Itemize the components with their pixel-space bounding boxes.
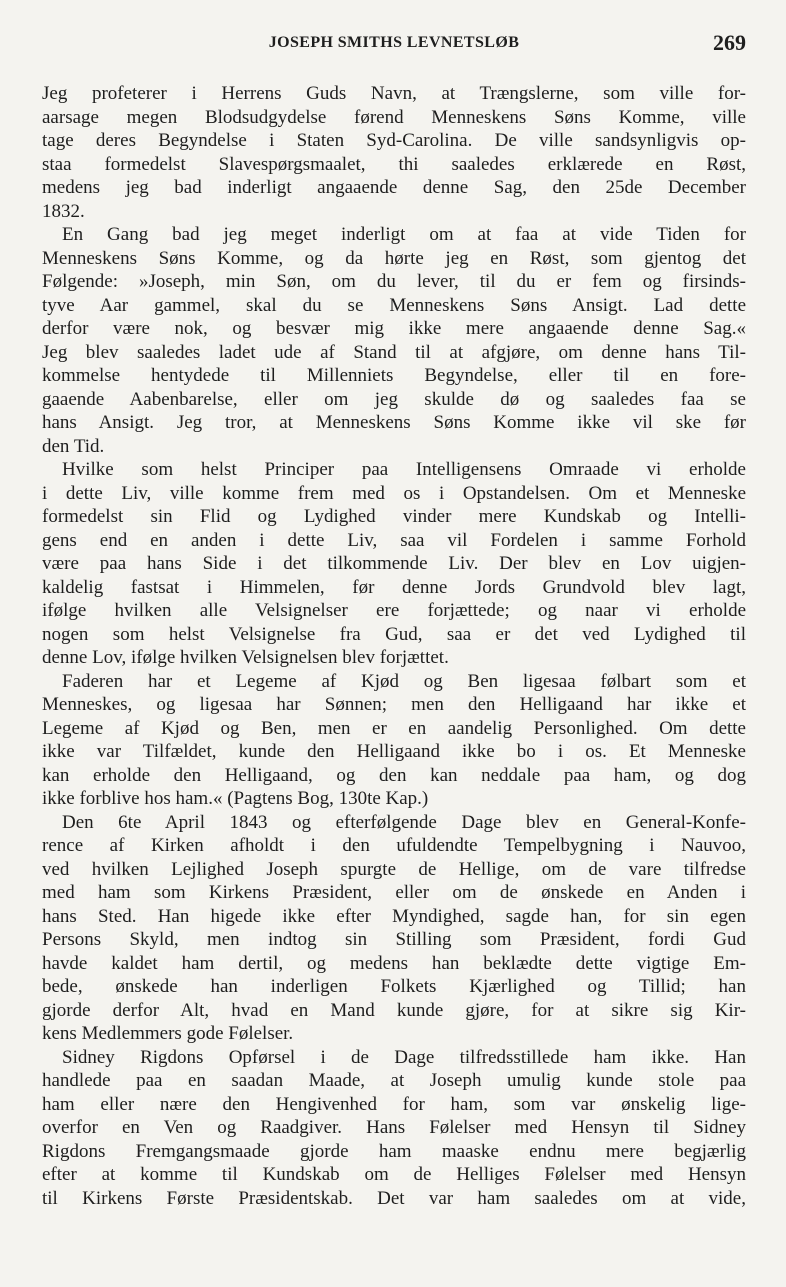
text-line: Faderen har et Legeme af Kjød og Ben ligesaa følbart som et bbox=[62, 670, 746, 692]
page-number: 269 bbox=[713, 30, 746, 55]
text-line: ikke forblive hos ham.« (Pagtens Bog, 130te Kap.) bbox=[42, 788, 429, 809]
text-line: Følgende: »Joseph, min Søn, om du lever, til du er fem og firsinds- bbox=[42, 271, 746, 292]
text-line: være paa hans Side i det tilkommende Liv. Der blev en Lov uigjen- bbox=[42, 553, 746, 574]
text-line: gens end en anden i dette Liv, saa vil Fordelen i samme Forhold bbox=[42, 529, 746, 551]
text-line: formedelst sin Flid og Lydighed vinder mere Kundskab og Intelli- bbox=[42, 506, 746, 527]
text-line: staa formedelst Slavespørgsmaalet, thi saaledes erklærede en Røst, bbox=[42, 153, 746, 175]
text-line: ifølge hvilken alle Velsignelser ere forjættede; og naar vi erholde bbox=[42, 600, 746, 621]
text-line: Jeg blev saaledes ladet ude af Stand til at afgjøre, om denne hans Til- bbox=[42, 341, 746, 363]
text-line: nogen som helst Velsignelse fra Gud, saa er det ved Lydighed til bbox=[42, 623, 746, 645]
text-line: kaldelig fastsat i Himmelen, før denne Jords Grundvold blev lagt, bbox=[42, 576, 746, 598]
text-line: En Gang bad jeg meget inderligt om at faa at vide Tiden for bbox=[62, 224, 746, 245]
text-line: Rigdons Fremgangsmaade gjorde ham maaske endnu mere begjærlig bbox=[42, 1140, 746, 1162]
text-line: ikke var Tilfældet, kunde den Helligaand ikke bo i os. Et Menneske bbox=[42, 741, 746, 762]
text-line: havde kaldet ham dertil, og medens han beklædte dette vigtige Em- bbox=[42, 952, 746, 974]
text-line: gjorde derfor Alt, hvad en Mand kunde gjøre, for at sikre sig Kir- bbox=[42, 999, 746, 1021]
text-line: overfor en Ven og Raadgiver. Hans Følelser med Hensyn til Sidney bbox=[42, 1117, 746, 1138]
text-line: i dette Liv, ville komme frem med os i Opstandelsen. Om et Menneske bbox=[42, 482, 746, 504]
text-line: ham eller nære den Hengivenhed for ham, som var ønskelig lige- bbox=[42, 1093, 746, 1115]
text-line: Sidney Rigdons Opførsel i de Dage tilfredsstillede ham ikke. Han bbox=[62, 1046, 746, 1068]
text-line: denne Lov, ifølge hvilken Velsignelsen blev forjættet. bbox=[42, 647, 449, 668]
text-line: ved hvilken Lejlighed Joseph spurgte de Hellige, om de vare tilfredse bbox=[42, 858, 746, 880]
text-line: den Tid. bbox=[42, 435, 105, 457]
text-line: tyve Aar gammel, skal du se Menneskens Søns Ansigt. Lad dette bbox=[42, 294, 746, 316]
running-title: JOSEPH SMITHS LEVNETSLØB bbox=[268, 34, 520, 51]
text-line: aarsage megen Blodsudgydelse førend Menneskens Søns Komme, ville bbox=[42, 106, 746, 128]
text-line: medens jeg bad inderligt angaaende denne Sag, den 25de December bbox=[42, 177, 746, 198]
text-line: kan erholde den Helligaand, og den kan neddale paa ham, og dog bbox=[42, 764, 746, 786]
text-line: Legeme af Kjød og Ben, men er en aandelig Personlighed. Om dette bbox=[42, 717, 746, 739]
text-line: Menneskes, og ligesaa har Sønnen; men den Helligaand har ikke et bbox=[42, 694, 746, 715]
text-line: med ham som Kirkens Præsident, eller om de ønskede en Anden i bbox=[42, 882, 746, 903]
body-text bbox=[42, 82, 746, 1210]
text-line: derfor være nok, og besvær mig ikke mere angaaende denne Sag.« bbox=[42, 318, 746, 339]
text-line: Hvilke som helst Principer paa Intelligensens Omraade vi erholde bbox=[62, 459, 746, 480]
text-line: gaaende Aabenbarelse, eller om jeg skulde dø og saaledes faa se bbox=[42, 388, 746, 410]
text-line: Den 6te April 1843 og efterfølgende Dage blev en General-Konfe- bbox=[62, 811, 746, 833]
text-line: Jeg profeterer i Herrens Guds Navn, at Trængslerne, som ville for- bbox=[42, 83, 746, 104]
text-line: Persons Skyld, men indtog sin Stilling som Præsident, fordi Gud bbox=[42, 929, 746, 950]
text-line: rence af Kirken afholdt i den ufuldendte Tempelbygning i Nauvoo, bbox=[42, 835, 746, 856]
text-line: hans Ansigt. Jeg tror, at Menneskens Søns Komme ikke vil ske før bbox=[42, 412, 746, 433]
text-line: 1832. bbox=[42, 200, 85, 222]
text-line: efter at komme til Kundskab om de Helliges Følelser med Hensyn bbox=[42, 1164, 746, 1185]
text-line: til Kirkens Første Præsidentskab. Det var ham saaledes om at vide, bbox=[42, 1187, 746, 1209]
text-line: tage deres Begyndelse i Staten Syd-Carolina. De ville sandsynligvis op- bbox=[42, 130, 746, 151]
text-line: Menneskens Søns Komme, og da hørte jeg en Røst, som gjentog det bbox=[42, 247, 746, 269]
text-line: handlede paa en saadan Maade, at Joseph umulig kunde stole paa bbox=[42, 1070, 746, 1091]
book-page bbox=[42, 28, 746, 1210]
text-line: hans Sted. Han higede ikke efter Myndighed, sagde han, for sin egen bbox=[42, 905, 746, 927]
text-line: bede, ønskede han inderligen Folkets Kjærlighed og Tillid; han bbox=[42, 976, 746, 997]
text-line: kens Medlemmers gode Følelser. bbox=[42, 1023, 294, 1044]
page-header bbox=[42, 28, 746, 68]
text-line: kommelse hentydede til Millenniets Begyndelse, eller til en fore- bbox=[42, 365, 746, 386]
